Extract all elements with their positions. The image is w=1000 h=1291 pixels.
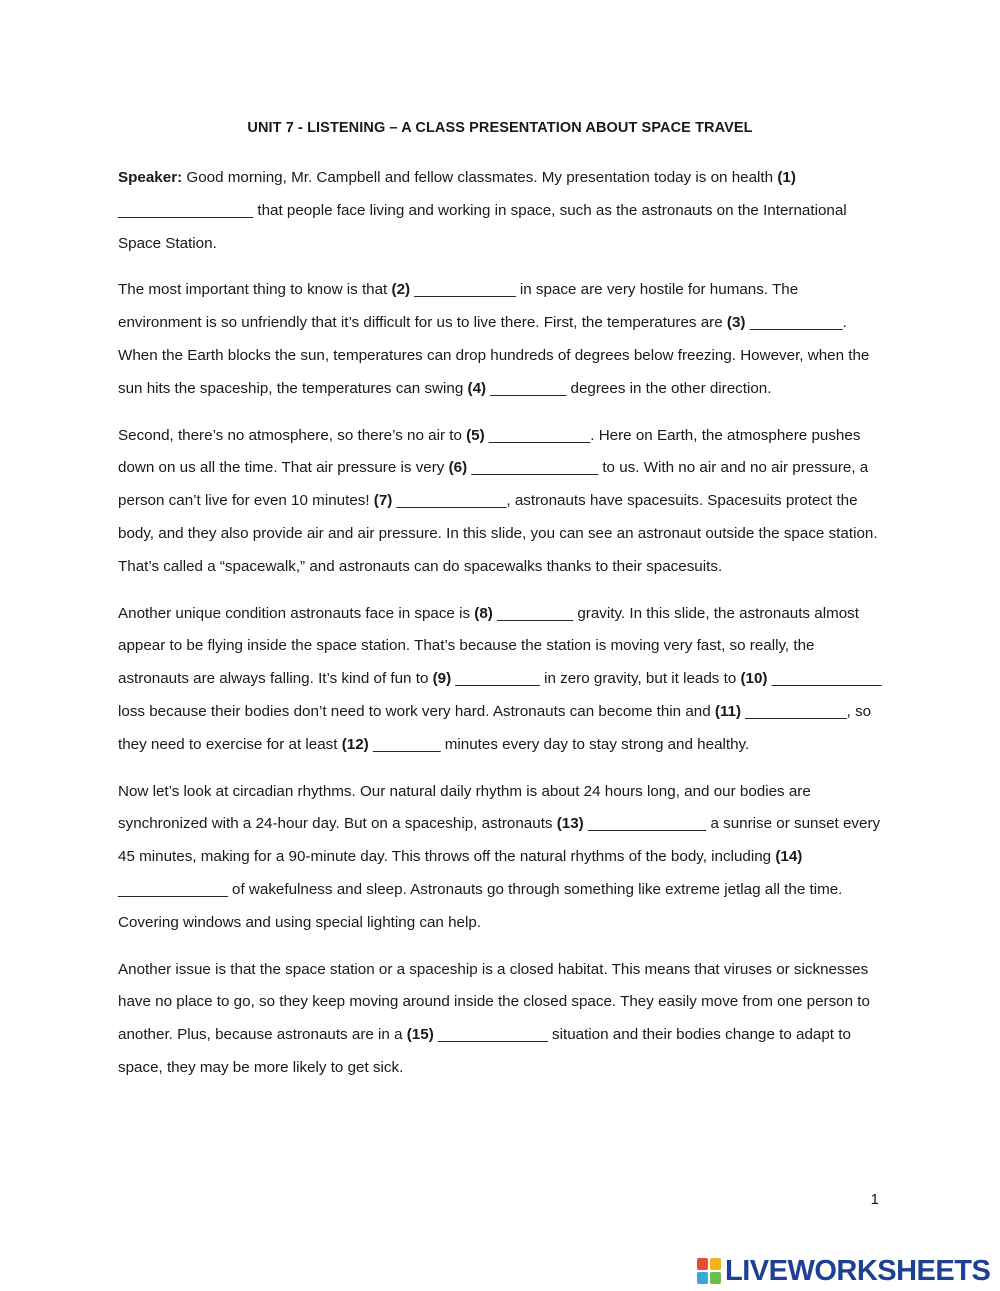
question-number: (5) (466, 426, 485, 444)
paragraph-text: Another issue is that the space station or a spaceship is a closed habitat. This means that viruses or sicknesses have no place to go, so they keep moving around inside the closed space. They easily move from one person to another. Plus, because astronauts are in a (118, 960, 870, 1044)
question-number: (8) (474, 604, 493, 622)
paragraph (118, 776, 884, 940)
question-number: (7) (373, 492, 393, 510)
question-number: (3) (726, 314, 746, 332)
paragraph-text: _____________ situation and their bodies change to adapt to space, they may be more likely to get sick. (118, 1026, 851, 1076)
paragraph-text: __________ in zero gravity, but it leads to (451, 670, 741, 688)
question-number: Speaker: (118, 169, 183, 186)
question-number: (2) (391, 281, 411, 299)
page-title: UNIT 7 - LISTENING – A CLASS PRESENTATION ABOUT SPACE TRAVEL (247, 120, 753, 136)
paragraph (118, 162, 884, 260)
question-number: (10) (740, 670, 768, 688)
paragraph-text: ________________ that people face living and working in space, such as the astronauts on the International Space Station. (118, 201, 847, 252)
worksheet-body (118, 162, 884, 1099)
question-number: (1) (777, 169, 796, 186)
paragraph-text: The most important thing to know is that (118, 281, 392, 299)
logo-blocks-icon (697, 1258, 721, 1284)
paragraph-text: _____________ loss because their bodies don’t need to work very hard. Astronauts can become thin and (118, 670, 882, 720)
paragraph-text: Second, there’s no atmosphere, so there’s no air to (118, 426, 467, 444)
paragraph-text: ____________, so they need to exercise for at least (118, 702, 872, 753)
logo-block (710, 1272, 721, 1284)
logo-text: LIVEWORKSHEETS (725, 1255, 991, 1287)
page-number: 1 (870, 1191, 879, 1208)
question-number: (4) (467, 379, 487, 397)
logo-block (697, 1258, 708, 1270)
logo-block (710, 1258, 721, 1270)
paragraph (118, 954, 884, 1085)
question-number: (9) (432, 670, 452, 688)
paragraph-text: Another unique condition astronauts face in space is (118, 604, 475, 622)
paragraph-text: _________ gravity. In this slide, the astronauts almost appear to be flying inside the space station. That’s because the station is moving very fast, so really, the astronauts are always falling. It’s kind of fun to (118, 604, 859, 688)
paragraph (118, 274, 884, 405)
question-number: (15) (406, 1026, 434, 1044)
paragraph (118, 598, 884, 762)
paragraph (118, 420, 884, 584)
question-number: (14) (775, 848, 803, 866)
paragraph-text: ____________ in space are very hostile for humans. The environment is so unfriendly that it’s difficult for us to live there. First, the temperatures are (118, 281, 799, 332)
paragraph-text: ________ minutes every day to stay strong and healthy. (368, 735, 750, 753)
paragraph-text: Good morning, Mr. Campbell and fellow classmates. My presentation today is on health (182, 169, 778, 186)
paragraph-text: ______________ a sunrise or sunset every 45 minutes, making for a 90-minute day. This throws off the natural rhythms of the body, including (118, 815, 881, 866)
paragraph-text: ____________. Here on Earth, the atmosphere pushes down on us all the time. That air pressure is very (118, 426, 861, 477)
paragraph-text: ___________. When the Earth blocks the sun, temperatures can drop hundreds of degrees below freezing. However, when the sun hits the spaceship, the temperatures can swing (118, 314, 870, 397)
paragraph-text: Now let’s look at circadian rhythms. Our natural daily rhythm is about 24 hours long, and our bodies are synchronized with a 24-hour day. But on a spaceship, astronauts (118, 782, 811, 833)
question-number: (6) (448, 459, 468, 477)
question-number: (11) (714, 702, 742, 720)
paragraph-text: _____________, astronauts have spacesuits. Spacesuits protect the body, and they also provide air and air pressure. In this slide, you can see an astronaut outside the space station. That’s called a “spacewalk,” and astronauts can do spacewalks thanks to their spacesuits. (118, 492, 878, 575)
question-number: (13) (556, 815, 584, 833)
liveworksheets-logo (697, 1256, 990, 1286)
logo-block (697, 1272, 708, 1284)
paragraph-text: _____________ of wakefulness and sleep. Astronauts go through something like extreme jetlag all the time. Covering windows and using special lighting can help. (118, 880, 843, 931)
paragraph-text: _______________ to us. With no air and no air pressure, a person can’t live for even 10 minutes! (118, 459, 869, 510)
paragraph-text: _________ degrees in the other direction. (486, 379, 772, 397)
question-number: (12) (341, 735, 369, 753)
